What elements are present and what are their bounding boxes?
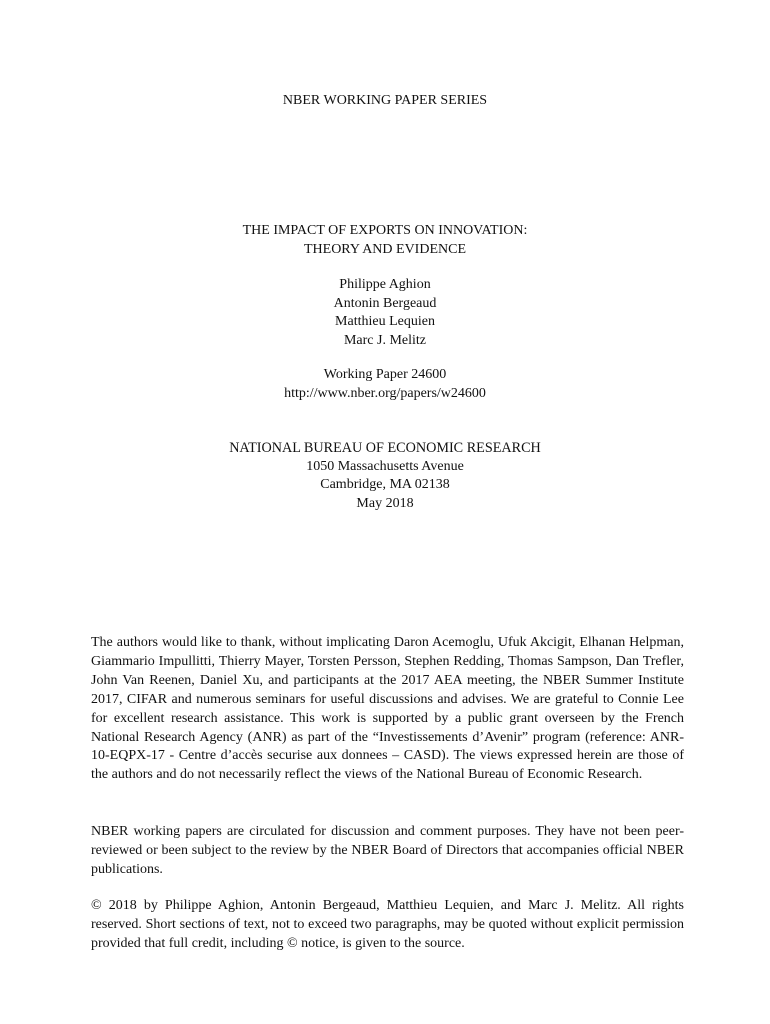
series-header — [0, 92, 770, 111]
series-name: NBER WORKING PAPER SERIES — [282, 93, 488, 108]
acknowledgments-paragraph: The authors would like to thank, without implicating Daron Acemoglu, Ufuk Akcigit, Elhanan Helpman, Giammario Impullitti, Thierry Mayer, Torsten Persson, Stephen Redding, Thomas Sampson, Dan Trefler, John Van Reenen, Daniel Xu, and participants at the 2017 AEA meeting, the NBER Summer Institute 2017, CIFAR and numerous seminars for useful discussions and advises. We are grateful to Connie Lee for excellent research assistance. This work is supported by a public grant overseen by the French National Research Agency (ANR) as part of the “Investissements d’Avenir” program (reference: ANR-10-EQPX-17 - Centre d’accès securise aux donnees – CASD). The views expressed herein are those of the authors and do not necessarily reflect the views of the National Bureau of Economic Research. — [91, 635, 684, 783]
working-paper-url[interactable]: http://www.nber.org/papers/w24600 — [284, 385, 486, 401]
paper-title-line-1: THE IMPACT OF EXPORTS ON INNOVATION: — [242, 223, 528, 238]
author-name: Antonin Bergeaud — [333, 295, 437, 311]
author-name: Marc J. Melitz — [343, 332, 427, 348]
working-paper-info — [0, 366, 770, 403]
author-name: Philippe Aghion — [339, 277, 431, 292]
institution-name: NATIONAL BUREAU OF ECONOMIC RESEARCH — [229, 440, 541, 456]
publication-date: May 2018 — [356, 495, 414, 511]
institution-address-city: Cambridge, MA 02138 — [320, 477, 450, 492]
circulation-notice-paragraph: NBER working papers are circulated for discussion and comment purposes. They have not been peer-reviewed or been subject to the review by the NBER Board of Directors that accompanies official NBER publications. — [91, 824, 684, 877]
institution-block — [0, 439, 770, 513]
working-paper-number: Working Paper 24600 — [323, 367, 447, 382]
author-list — [0, 276, 770, 350]
paper-title-line-2: THEORY AND EVIDENCE — [303, 241, 467, 257]
copyright-paragraph: © 2018 by Philippe Aghion, Antonin Bergeaud, Matthieu Lequien, and Marc J. Melitz. All rights reserved. Short sections of text, not to exceed two paragraphs, may be quoted without explicit permission provided that full credit, including © notice, is given to the source. — [91, 898, 684, 951]
author-name: Matthieu Lequien — [335, 314, 435, 329]
institution-address-street: 1050 Massachusetts Avenue — [306, 458, 464, 474]
paper-title — [0, 222, 770, 259]
